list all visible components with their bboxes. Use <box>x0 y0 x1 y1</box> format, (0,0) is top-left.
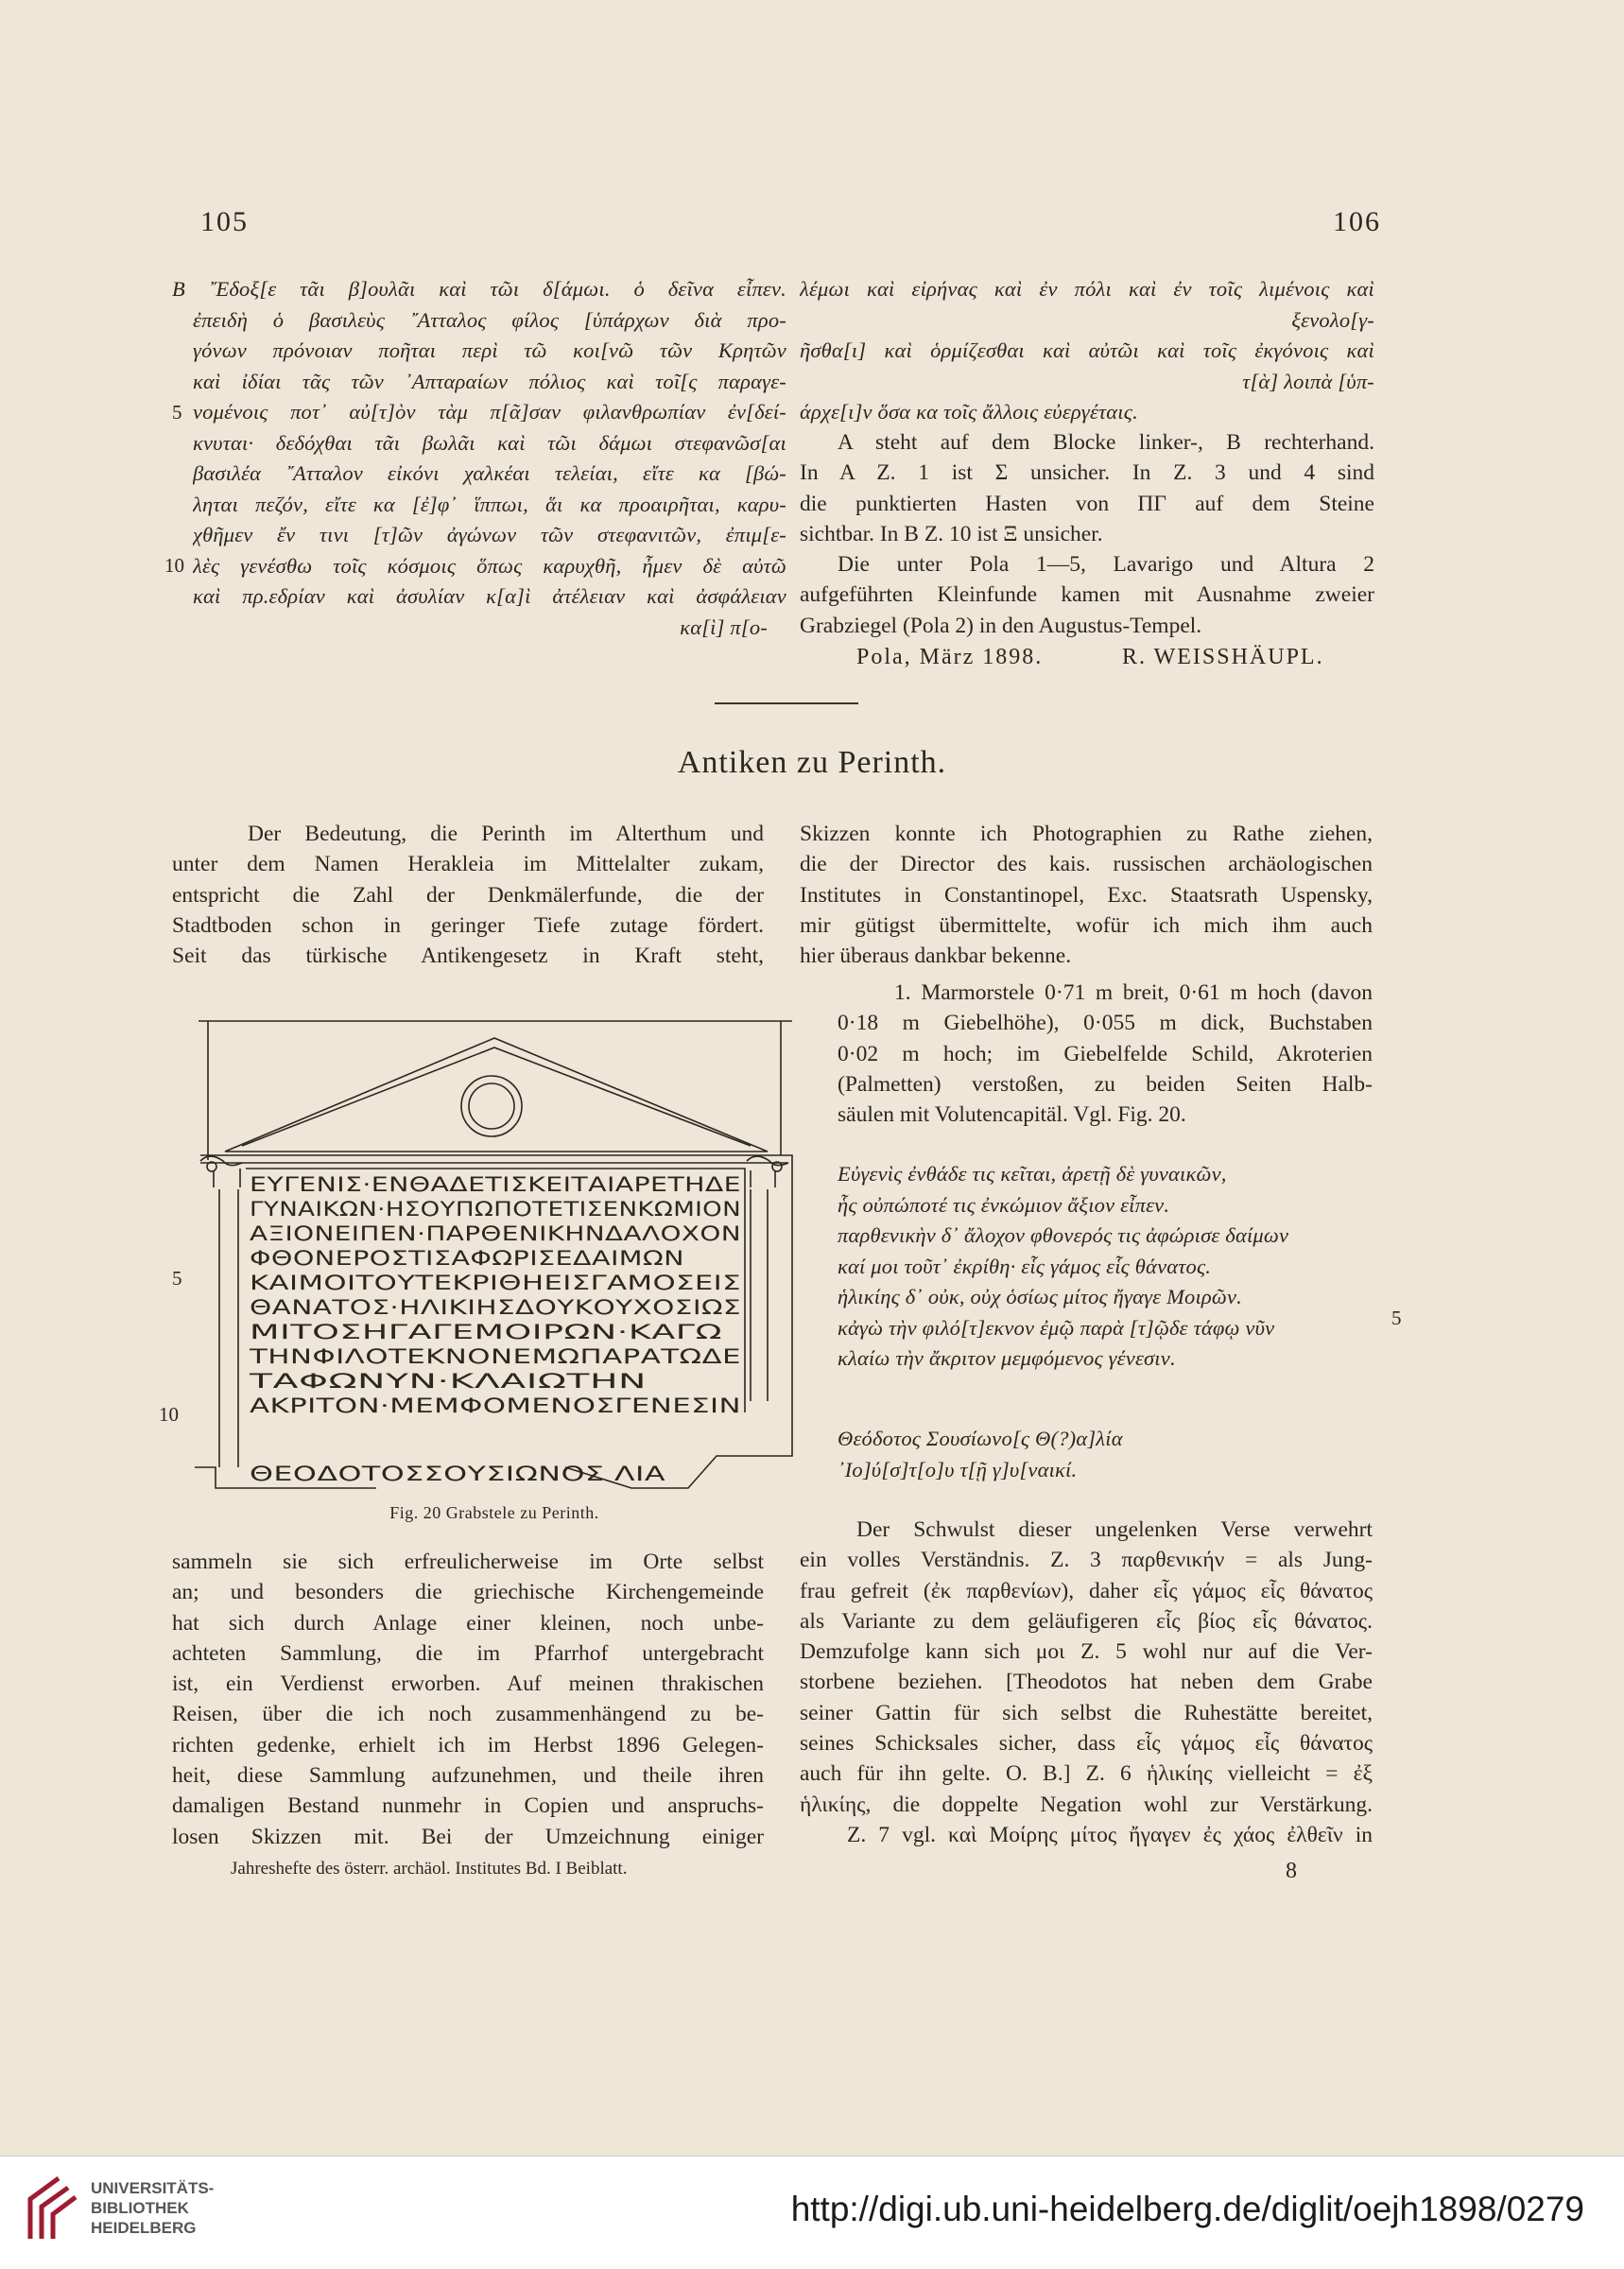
body-left-continued <box>172 1547 764 1852</box>
text-line: an; und besonders die griechische Kirchengemeinde <box>172 1580 764 1605</box>
inscription-line: ΕΥΓΕΝΙΣ·ΕΝΘΑΔΕΤΙΣΚΕΙΤΑΙΑΡΕΤΗΔΕ <box>250 1173 741 1197</box>
inscription-line: ΘΕΟΔΟΤΟΣΣΟΥΣΙΩΝΟΣ ΛΙΑ <box>250 1463 665 1486</box>
text-line: mir gütigst übermittelte, wofür ich mich ihm auch <box>800 912 1373 938</box>
text-line: auch für ihn gelte. O. B.] Z. 6 ἡλικίης vielleicht = ἐξ <box>800 1761 1373 1787</box>
text-line: κα[ὶ] π[ο- <box>680 615 768 639</box>
inscription-line: ΘΑΝΑΤΟΣ·ΗΛΙΚΙΗΣΔΟΥΚΟΥΧΟΣΙΩΣ <box>250 1296 741 1320</box>
page-number-left: 105 <box>200 206 249 237</box>
commentary-text <box>800 1515 1373 1850</box>
margin-line-number: 5 <box>1391 1307 1402 1329</box>
text-line: frau gefreit (ἐκ παρθενίων), daher εἷς γάμος εἷς θάνατος <box>800 1578 1373 1603</box>
page-number-right: 106 <box>1333 206 1381 237</box>
library-name-line: BIBLIOTHEK <box>91 2199 189 2217</box>
text-line: νομένοις ποτ᾿ αὐ[τ]ὸν τὰμ π[ᾶ]σαν φιλανθρωπίαν ἐν[δεί- <box>193 400 786 424</box>
text-line: Θεόδοτος Σουσίωνο[ς Θ(?)α]λία <box>838 1427 1123 1450</box>
inscription-line: ΓΥΝΑΙΚΩΝ·ΗΣΟΥΠΩΠΟΤΕΤΙΣΕΝΚΩΜΙΟΝ <box>250 1198 741 1221</box>
text-line: (Palmetten) verstoßen, zu beiden Seiten Halb- <box>838 1071 1373 1097</box>
text-line: κνυται· δεδόχθαι τᾶι βωλᾶι καὶ τῶι δάμωι στεφανῶσ[αι <box>193 430 786 455</box>
text-line: 1. Marmorstele 0·71 m breit, 0·61 m hoch (davon <box>894 980 1373 1005</box>
text-line: richten gedenke, erhielt ich im Herbst 1896 Gelegen- <box>172 1732 764 1758</box>
text-line: entspricht die Zahl der Denkmälerfunde, die der <box>172 882 764 908</box>
text-line: damaligen Bestand nunmehr in Copien und anspruchs- <box>172 1793 764 1819</box>
text-line: Β ῎Εδοξ[ε τᾶι β]ουλᾶι καὶ τῶι δ[άμωι. ὁ δεῖνα εἶπεν. <box>172 277 786 301</box>
text-line: als Variante zu dem geläufigeren εἷς βίος εἷς θάνατος. <box>800 1608 1373 1634</box>
text-line: hier überaus dankbar bekenne. <box>800 944 1072 969</box>
inscription-b-text <box>172 274 786 643</box>
text-line: Der Bedeutung, die Perinth im Alterthum und <box>248 822 764 846</box>
text-line: ξενολο[γ- <box>1291 307 1374 332</box>
grabstele-drawing <box>187 1004 802 1494</box>
text-line: die der Director des kais. russischen archäologischen <box>800 852 1373 877</box>
section-divider <box>715 702 858 704</box>
figure-line-mark: 10 <box>159 1403 179 1426</box>
text-line: achteten Sammlung, die im Pfarrhof untergebracht <box>172 1640 764 1666</box>
text-line: Institutes in Constantinopel, Exc. Staatsrath Uspensky, <box>800 882 1373 908</box>
library-name-line: HEIDELBERG <box>91 2219 197 2237</box>
dedication-transcription <box>838 1424 1367 1485</box>
text-line: losen Skizzen mit. Bei der Umzeichnung einiger <box>172 1824 764 1849</box>
line-mark: 10 <box>164 554 184 577</box>
text-line: Seit das türkische Antikengesetz in Kraft steht, <box>172 944 764 969</box>
text-line: Z. 7 vgl. καὶ Μοίρης μίτος ἤγαγεν ἐς χάος ἐλθεῖν in <box>847 1822 1373 1847</box>
article-title: Antiken zu Perinth. <box>677 745 947 780</box>
text-line: λέμωι καὶ εἰρήνας καὶ ἐν πόλι καὶ ἐν τοῖς λιμένοις καὶ <box>800 277 1374 301</box>
inscription-line: ΚΑΙΜΟΙΤΟΥΤΕΚΡΙΘΗΕΙΣΓΑΜΟΣΕΙΣ <box>250 1272 741 1295</box>
figure-line-mark: 5 <box>172 1267 182 1290</box>
text-line: sichtbar. In B Z. 10 ist Ξ unsicher. <box>800 521 1103 546</box>
inscription-line: ΦΘΟΝΕΡΟΣΤΙΣΑΦΩΡΙΣΕΔΑΙΜΩΝ <box>250 1247 684 1271</box>
library-name-line: UNIVERSITÄTS- <box>91 2179 215 2197</box>
text-line: ᾿Ιο]ύ[σ]τ[ο]υ τ[ῇ γ]υ[ναικί. <box>838 1457 1078 1481</box>
text-line: ἐπειδὴ ὁ βασιλεὺς ῎Ατταλος φίλος [ὑπάρχων διὰ προ- <box>193 307 786 332</box>
text-line: Εὐγενὶς ἐνθάδε τις κεῖται, ἀρετῇ δὲ γυναικῶν, <box>838 1162 1227 1186</box>
text-line: Grabziegel (Pola 2) in den Augustus-Tempel. <box>800 613 1202 638</box>
text-line: 0·02 m hoch; im Giebelfelde Schild, Akroterien <box>838 1041 1373 1066</box>
text-line: ist, ein Verdienst erworben. Auf meinen thrakischen <box>172 1671 764 1697</box>
author-signature: R. WEISSHÄUPL. <box>1122 645 1324 669</box>
inscription-line: ΤΗΝΦΙΛΟΤΕΚΝΟΝΕΜΩΠΑΡΑΤΩΔΕ <box>248 1345 742 1369</box>
text-line: χθῆμεν ἔν τινι [τ]ῶν ἀγώνων τῶν στεφανιτῶν, ἐπιμ[ε- <box>193 523 786 546</box>
text-line: κἀγὼ τὴν φιλό[τ]εκνον ἐμῷ παρὰ [τ]ῷδε τάφῳ νῦν <box>838 1315 1275 1340</box>
text-line: Die unter Pola 1—5, Lavarigo und Altura 2 <box>838 552 1374 578</box>
intro-right <box>800 819 1373 971</box>
text-line: Skizzen konnte ich Photographien zu Rathe ziehen, <box>800 822 1373 846</box>
text-line: Reisen, über die ich noch zusammenhängend zu be- <box>172 1702 764 1727</box>
text-line: κλαίω τὴν ἄκριτον μεμφόμενος γένεσιν. <box>838 1346 1176 1370</box>
figure-caption: Fig. 20 Grabstele zu Perinth. <box>389 1503 599 1522</box>
text-line: λὲς γενέσθω τοῖς κόσμοις ὅπως καρυχθῆ, ἦμεν δὲ αὐτῶ <box>193 553 786 578</box>
text-line: ἡλικίης δ᾿ οὐκ, οὐχ ὁσίως μίτος ἤγαγε Μοιρῶν. <box>838 1285 1243 1308</box>
sheet-signature: 8 <box>1286 1859 1297 1883</box>
text-line: aufgeführten Kleinfunde kamen mit Ausnahme zweier <box>800 582 1374 608</box>
text-line: die punktierten Hasten von ΠΓ auf dem Steine <box>800 491 1374 516</box>
text-line: A steht auf dem Blocke linker-, B rechterhand. <box>838 430 1374 455</box>
text-line: ῆσθα[ι] καὶ ὁρμίζεσθαι καὶ αὐτῶι καὶ τοῖς ἐκγόνοις καὶ <box>800 338 1374 362</box>
text-line: seines Schicksales sicher, dass εἷς γάμος εἷς θάνατος <box>800 1731 1373 1757</box>
text-line: ἧς οὐπώποτέ τις ἐνκώμιον ἄξιον εἶπεν. <box>838 1192 1170 1217</box>
text-line: ein volles Verständnis. Z. 3 παρθενικήν = als Jung- <box>800 1548 1373 1573</box>
text-line: βασιλέα ῎Ατταλον εἰκόνι χαλκέαι τελείαι, εἴτε κα [βώ- <box>193 461 786 485</box>
library-name <box>91 2178 214 2238</box>
inscription-a-continuation <box>800 274 1374 428</box>
place-date: Pola, März 1898. <box>856 645 1044 669</box>
text-line: Der Schwulst dieser ungelenken Verse verwehrt <box>856 1517 1373 1542</box>
text-line: άρχε[ι]ν ὅσα κα τοῖς ἄλλοις εὐεργέταις. <box>800 400 1138 424</box>
inscription-line: ΜΙΤΟΣΗΓΑΓΕΜΟΙΡΩΝ·ΚΑΓΩ <box>250 1321 722 1344</box>
inscription-line: ΑΞΙΟΝΕΙΠΕΝ·ΠΑΡΘΕΝΙΚΗΝΔΑΛΟΧΟΝ <box>250 1222 741 1246</box>
text-line: καί μοι τοῦτ᾿ ἐκρίθη· εἷς γάμος εἷς θάνατος. <box>838 1254 1212 1278</box>
journal-line: Jahreshefte des österr. archäol. Institutes Bd. I Beiblatt. <box>231 1859 628 1879</box>
text-line: unter dem Namen Herakleia im Mittelalter zukam, <box>172 852 764 877</box>
text-line: heit, diese Sammlung aufzunehmen, und theile ihren <box>172 1763 764 1789</box>
library-logo-icon <box>21 2171 81 2246</box>
verse-transcription <box>838 1159 1367 1375</box>
text-line: ληται πεζόν, εἴτε κα [ἐ]φ᾿ ἵππωι, ἅι κα προαιρῆται, καρυ- <box>193 492 786 516</box>
text-line: hat sich durch Anlage einer kleinen, noch unbe- <box>172 1610 764 1636</box>
inscription-line: ΑΚΡΙΤΟΝ·ΜΕΜΦΟΜΕΝΟΣΓΕΝΕΣΙΝ <box>250 1394 741 1418</box>
text-line: säulen mit Volutencapitäl. Vgl. Fig. 20. <box>838 1102 1186 1128</box>
text-line: ἡλικίης, die doppelte Negation wohl zur Verstärkung. <box>800 1792 1373 1817</box>
line-mark: 5 <box>172 401 182 424</box>
text-line: καὶ πρ.εδρίαν καὶ ἀσυλίαν κ[α]ὶ ἀτέλειαν καὶ ἀσφάλειαν <box>193 584 786 608</box>
editorial-notes <box>800 427 1374 641</box>
text-line: In A Z. 1 ist Σ unsicher. In Z. 3 und 4 sind <box>800 460 1374 486</box>
text-line: Stadtboden schon in geringer Tiefe zutage fördert. <box>172 912 764 938</box>
text-line: καὶ ἰδίαι τᾶς τῶν ᾿Απταραίων πόλιος καὶ τοῖ[ς παραγε- <box>193 369 786 393</box>
intro-left <box>172 819 764 971</box>
text-line: sammeln sie sich erfreulicherweise im Orte selbst <box>172 1550 764 1574</box>
text-line: seiner Gattin für sich selbst die Ruhestätte bereitet, <box>800 1700 1373 1725</box>
item-1-description <box>838 978 1373 1130</box>
text-line: storbene beziehen. [Theodotos hat neben dem Grabe <box>800 1670 1373 1695</box>
text-line: Demzufolge kann sich μοι Z. 5 wohl nur auf die Ver- <box>800 1639 1373 1665</box>
text-line: γόνων πρόνοιαν ποῆται περὶ τῶ κοι[νῶ τῶν Κρητῶν <box>193 338 786 362</box>
inscription-line: ΤΑΦΩΝΥΝ·ΚΛΑΙΩΤΗΝ <box>248 1370 647 1394</box>
text-line: 0·18 m Giebelhöhe), 0·055 m dick, Buchstaben <box>838 1011 1373 1036</box>
text-line: τ[ὰ] λοιπὰ [ὑπ- <box>1242 369 1374 393</box>
source-url-link[interactable]: http://digi.ub.uni-heidelberg.de/diglit/oejh1898/0279 <box>790 2190 1584 2228</box>
text-line: παρθενικὴν δ᾿ ἄλοχον φθονερός τις ἀφώρισε δαίμων <box>838 1223 1289 1247</box>
